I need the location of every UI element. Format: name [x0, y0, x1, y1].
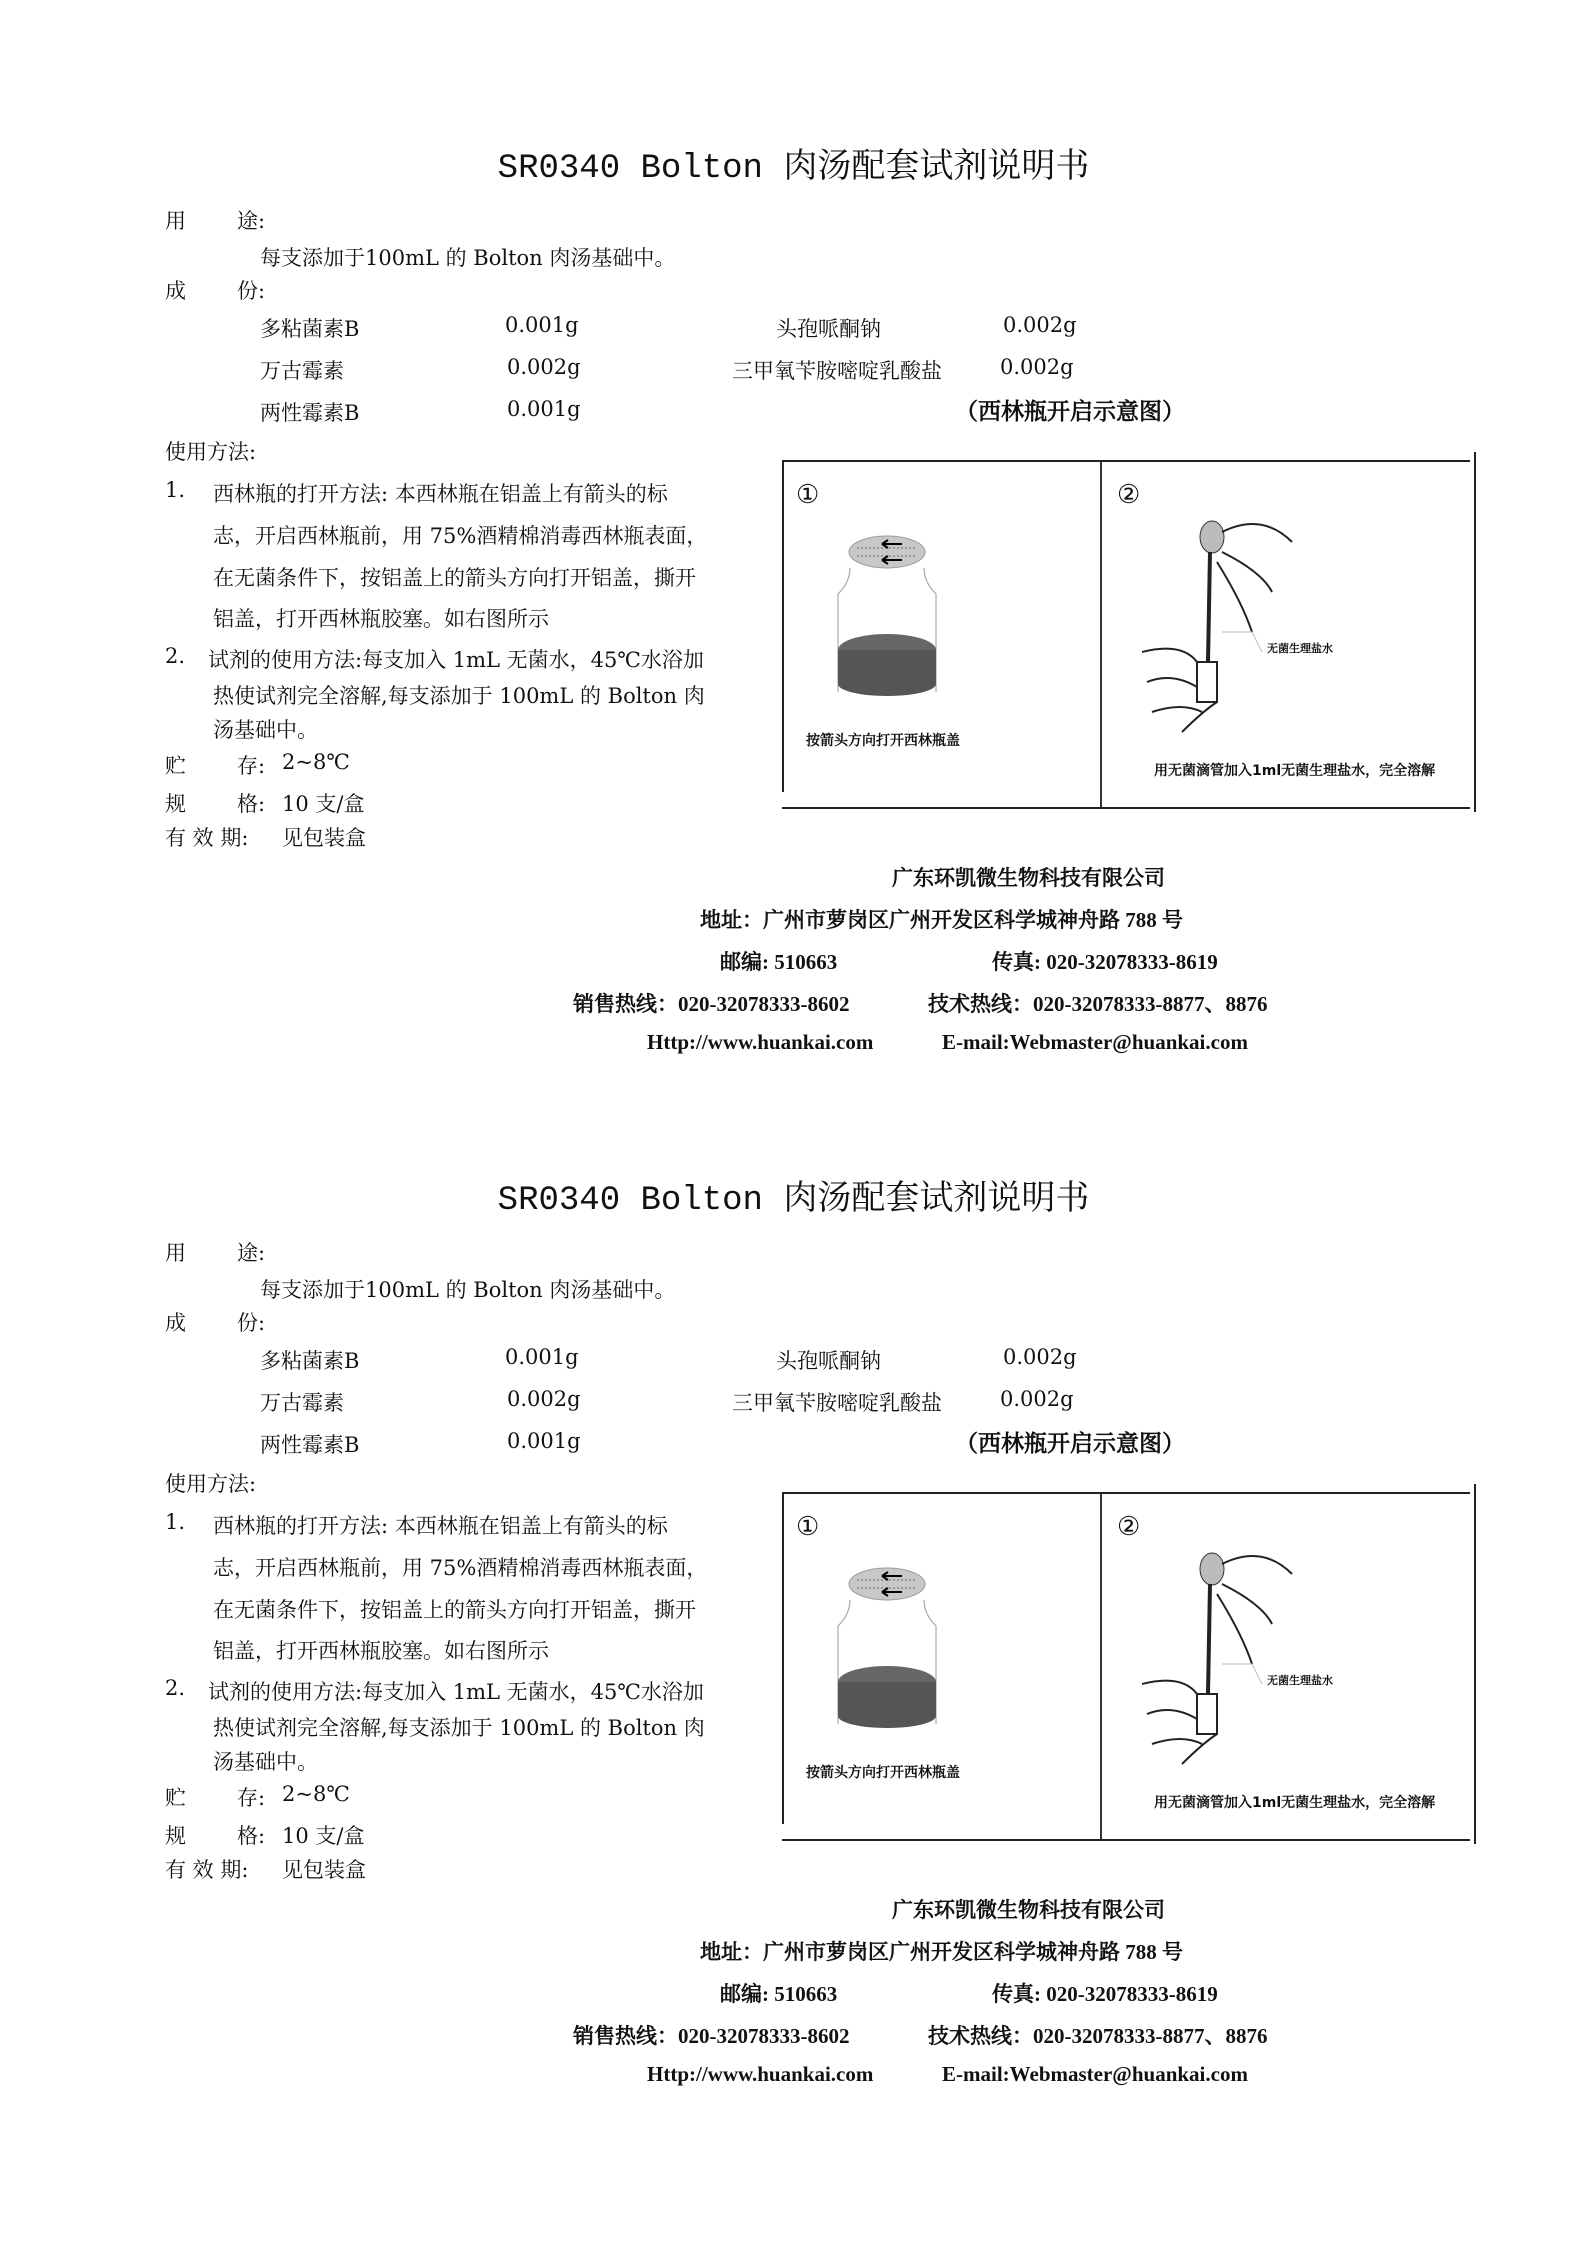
composition-label-2: 份: [237, 1311, 266, 1335]
component-name: 万古霉素 [260, 1391, 344, 1415]
step-line: 热使试剂完全溶解,每支添加于 100mL 的 Bolton 肉 [213, 1716, 705, 1740]
document-title: SR0340 Bolton 肉汤配套试剂说明书 [497, 1182, 1090, 1220]
step-line: 铝盖，打开西林瓶胶塞。如右图所示 [213, 1639, 549, 1663]
usage-text: 每支添加于100mL 的 Bolton 肉汤基础中。 [260, 1278, 676, 1302]
component-name: 两性霉素B [260, 401, 360, 425]
storage-label-2: 存: [237, 1786, 266, 1810]
panel-2-caption: 用无菌滴管加入1ml无菌生理盐水，完全溶解 [1154, 1795, 1436, 1811]
step-line: 试剂的使用方法:每支加入 1mL 无菌水，45℃水浴加 [208, 648, 704, 672]
storage-value: 2~8℃ [282, 1782, 350, 1806]
step-line: 在无菌条件下，按铝盖上的箭头方向打开铝盖，撕开 [213, 1598, 696, 1622]
component-amount: 0.002g [1003, 1345, 1077, 1369]
component-name: 多粘菌素B [260, 317, 360, 341]
instruction-sheet [0, 1032, 1587, 2154]
company-name: 广东环凯微生物科技有限公司 [892, 1898, 1165, 1922]
panel-2-label: 无菌生理盐水 [1267, 642, 1333, 655]
step-line: 在无菌条件下，按铝盖上的箭头方向打开铝盖，撕开 [213, 566, 696, 590]
usage-label-1: 用 [165, 1241, 186, 1265]
step-line: 西林瓶的打开方法: 本西林瓶在铝盖上有箭头的标 [213, 1514, 668, 1538]
component-amount: 0.002g [1000, 1387, 1074, 1411]
step-line: 热使试剂完全溶解,每支添加于 100mL 的 Bolton 肉 [213, 684, 705, 708]
usage-text: 每支添加于100mL 的 Bolton 肉汤基础中。 [260, 246, 676, 270]
panel-1-caption: 按箭头方向打开西林瓶盖 [806, 733, 960, 749]
vial-opening-figure [782, 460, 1470, 809]
component-amount: 0.002g [1003, 313, 1077, 337]
step-line: 汤基础中。 [213, 718, 318, 742]
component-name: 多粘菌素B [260, 1349, 360, 1373]
storage-label-2: 存: [237, 754, 266, 778]
sales-hotline: 销售热线：020-32078333-8602 [573, 2024, 850, 2048]
component-amount: 0.002g [507, 355, 581, 379]
step-number: 2. [165, 644, 186, 668]
usage-label-2: 途: [237, 209, 266, 233]
sales-hotline: 销售热线：020-32078333-8602 [573, 992, 850, 1016]
step-2-marker: ② [1117, 480, 1141, 510]
company-fax: 传真: 020-32078333-8619 [992, 1982, 1218, 2006]
company-name: 广东环凯微生物科技有限公司 [892, 866, 1165, 890]
company-email-link[interactable]: E-mail:Webmaster@huankai.com [942, 2062, 1248, 2086]
component-amount: 0.001g [505, 1345, 579, 1369]
step-number: 1. [165, 1510, 186, 1534]
spec-label-2: 格: [237, 1824, 266, 1848]
step-line: 志，开启西林瓶前，用 75%酒精棉消毒西林瓶表面， [213, 1556, 708, 1580]
company-postcode: 邮编: 510663 [720, 1982, 838, 2006]
spec-label-2: 格: [237, 792, 266, 816]
figure-caption: （西林瓶开启示意图） [955, 399, 1185, 424]
storage-value: 2~8℃ [282, 750, 350, 774]
composition-label-1: 成 [165, 279, 186, 303]
component-name: 头孢哌酮钠 [776, 1349, 881, 1373]
usage-label-1: 用 [165, 209, 186, 233]
step-line: 志，开启西林瓶前，用 75%酒精棉消毒西林瓶表面， [213, 524, 708, 548]
step-number: 2. [165, 1676, 186, 1700]
step-2-marker: ② [1117, 1512, 1141, 1542]
document-title: SR0340 Bolton 肉汤配套试剂说明书 [497, 150, 1090, 188]
vial-illustration-icon [822, 532, 952, 712]
storage-label-1: 贮 [165, 754, 186, 778]
method-label: 使用方法: [165, 440, 257, 464]
company-address: 地址：广州市萝岗区广州开发区科学城神舟路 788 号 [700, 1940, 1183, 1964]
composition-label-2: 份: [237, 279, 266, 303]
tech-hotline: 技术热线：020-32078333-8877、8876 [928, 992, 1268, 1016]
instruction-sheet [0, 0, 1587, 1122]
component-name: 万古霉素 [260, 359, 344, 383]
validity-value: 见包装盒 [282, 826, 366, 850]
component-amount: 0.001g [507, 1429, 581, 1453]
validity-label: 有 效 期: [165, 826, 249, 850]
spec-label-1: 规 [165, 792, 186, 816]
validity-value: 见包装盒 [282, 1858, 366, 1882]
step-line: 汤基础中。 [213, 1750, 318, 1774]
company-website-link[interactable]: Http://www.huankai.com [647, 1030, 874, 1054]
panel-1-caption: 按箭头方向打开西林瓶盖 [806, 1765, 960, 1781]
step-number: 1. [165, 478, 186, 502]
figure-caption: （西林瓶开启示意图） [955, 1431, 1185, 1456]
vial-opening-figure [782, 1492, 1470, 1841]
company-postcode: 邮编: 510663 [720, 950, 838, 974]
component-name: 两性霉素B [260, 1433, 360, 1457]
vial-illustration-icon [822, 1564, 952, 1744]
component-name: 头孢哌酮钠 [776, 317, 881, 341]
spec-value: 10 支/盒 [282, 792, 365, 816]
storage-label-1: 贮 [165, 1786, 186, 1810]
step-1-marker: ① [796, 1512, 820, 1542]
company-website-link[interactable]: Http://www.huankai.com [647, 2062, 874, 2086]
component-amount: 0.002g [507, 1387, 581, 1411]
company-email-link[interactable]: E-mail:Webmaster@huankai.com [942, 1030, 1248, 1054]
panel-2-caption: 用无菌滴管加入1ml无菌生理盐水，完全溶解 [1154, 763, 1436, 779]
validity-label: 有 效 期: [165, 1858, 249, 1882]
tech-hotline: 技术热线：020-32078333-8877、8876 [928, 2024, 1268, 2048]
component-amount: 0.001g [505, 313, 579, 337]
component-amount: 0.001g [507, 397, 581, 421]
step-1-marker: ① [796, 480, 820, 510]
company-fax: 传真: 020-32078333-8619 [992, 950, 1218, 974]
spec-value: 10 支/盒 [282, 1824, 365, 1848]
component-amount: 0.002g [1000, 355, 1074, 379]
dropper-hands-illustration-icon [1142, 1544, 1342, 1774]
panel-2-label: 无菌生理盐水 [1267, 1674, 1333, 1687]
usage-label-2: 途: [237, 1241, 266, 1265]
step-line: 西林瓶的打开方法: 本西林瓶在铝盖上有箭头的标 [213, 482, 668, 506]
company-address: 地址：广州市萝岗区广州开发区科学城神舟路 788 号 [700, 908, 1183, 932]
composition-label-1: 成 [165, 1311, 186, 1335]
spec-label-1: 规 [165, 1824, 186, 1848]
component-name: 三甲氧苄胺嘧啶乳酸盐 [732, 1391, 942, 1415]
component-name: 三甲氧苄胺嘧啶乳酸盐 [732, 359, 942, 383]
step-line: 试剂的使用方法:每支加入 1mL 无菌水，45℃水浴加 [208, 1680, 704, 1704]
method-label: 使用方法: [165, 1472, 257, 1496]
dropper-hands-illustration-icon [1142, 512, 1342, 742]
step-line: 铝盖，打开西林瓶胶塞。如右图所示 [213, 607, 549, 631]
